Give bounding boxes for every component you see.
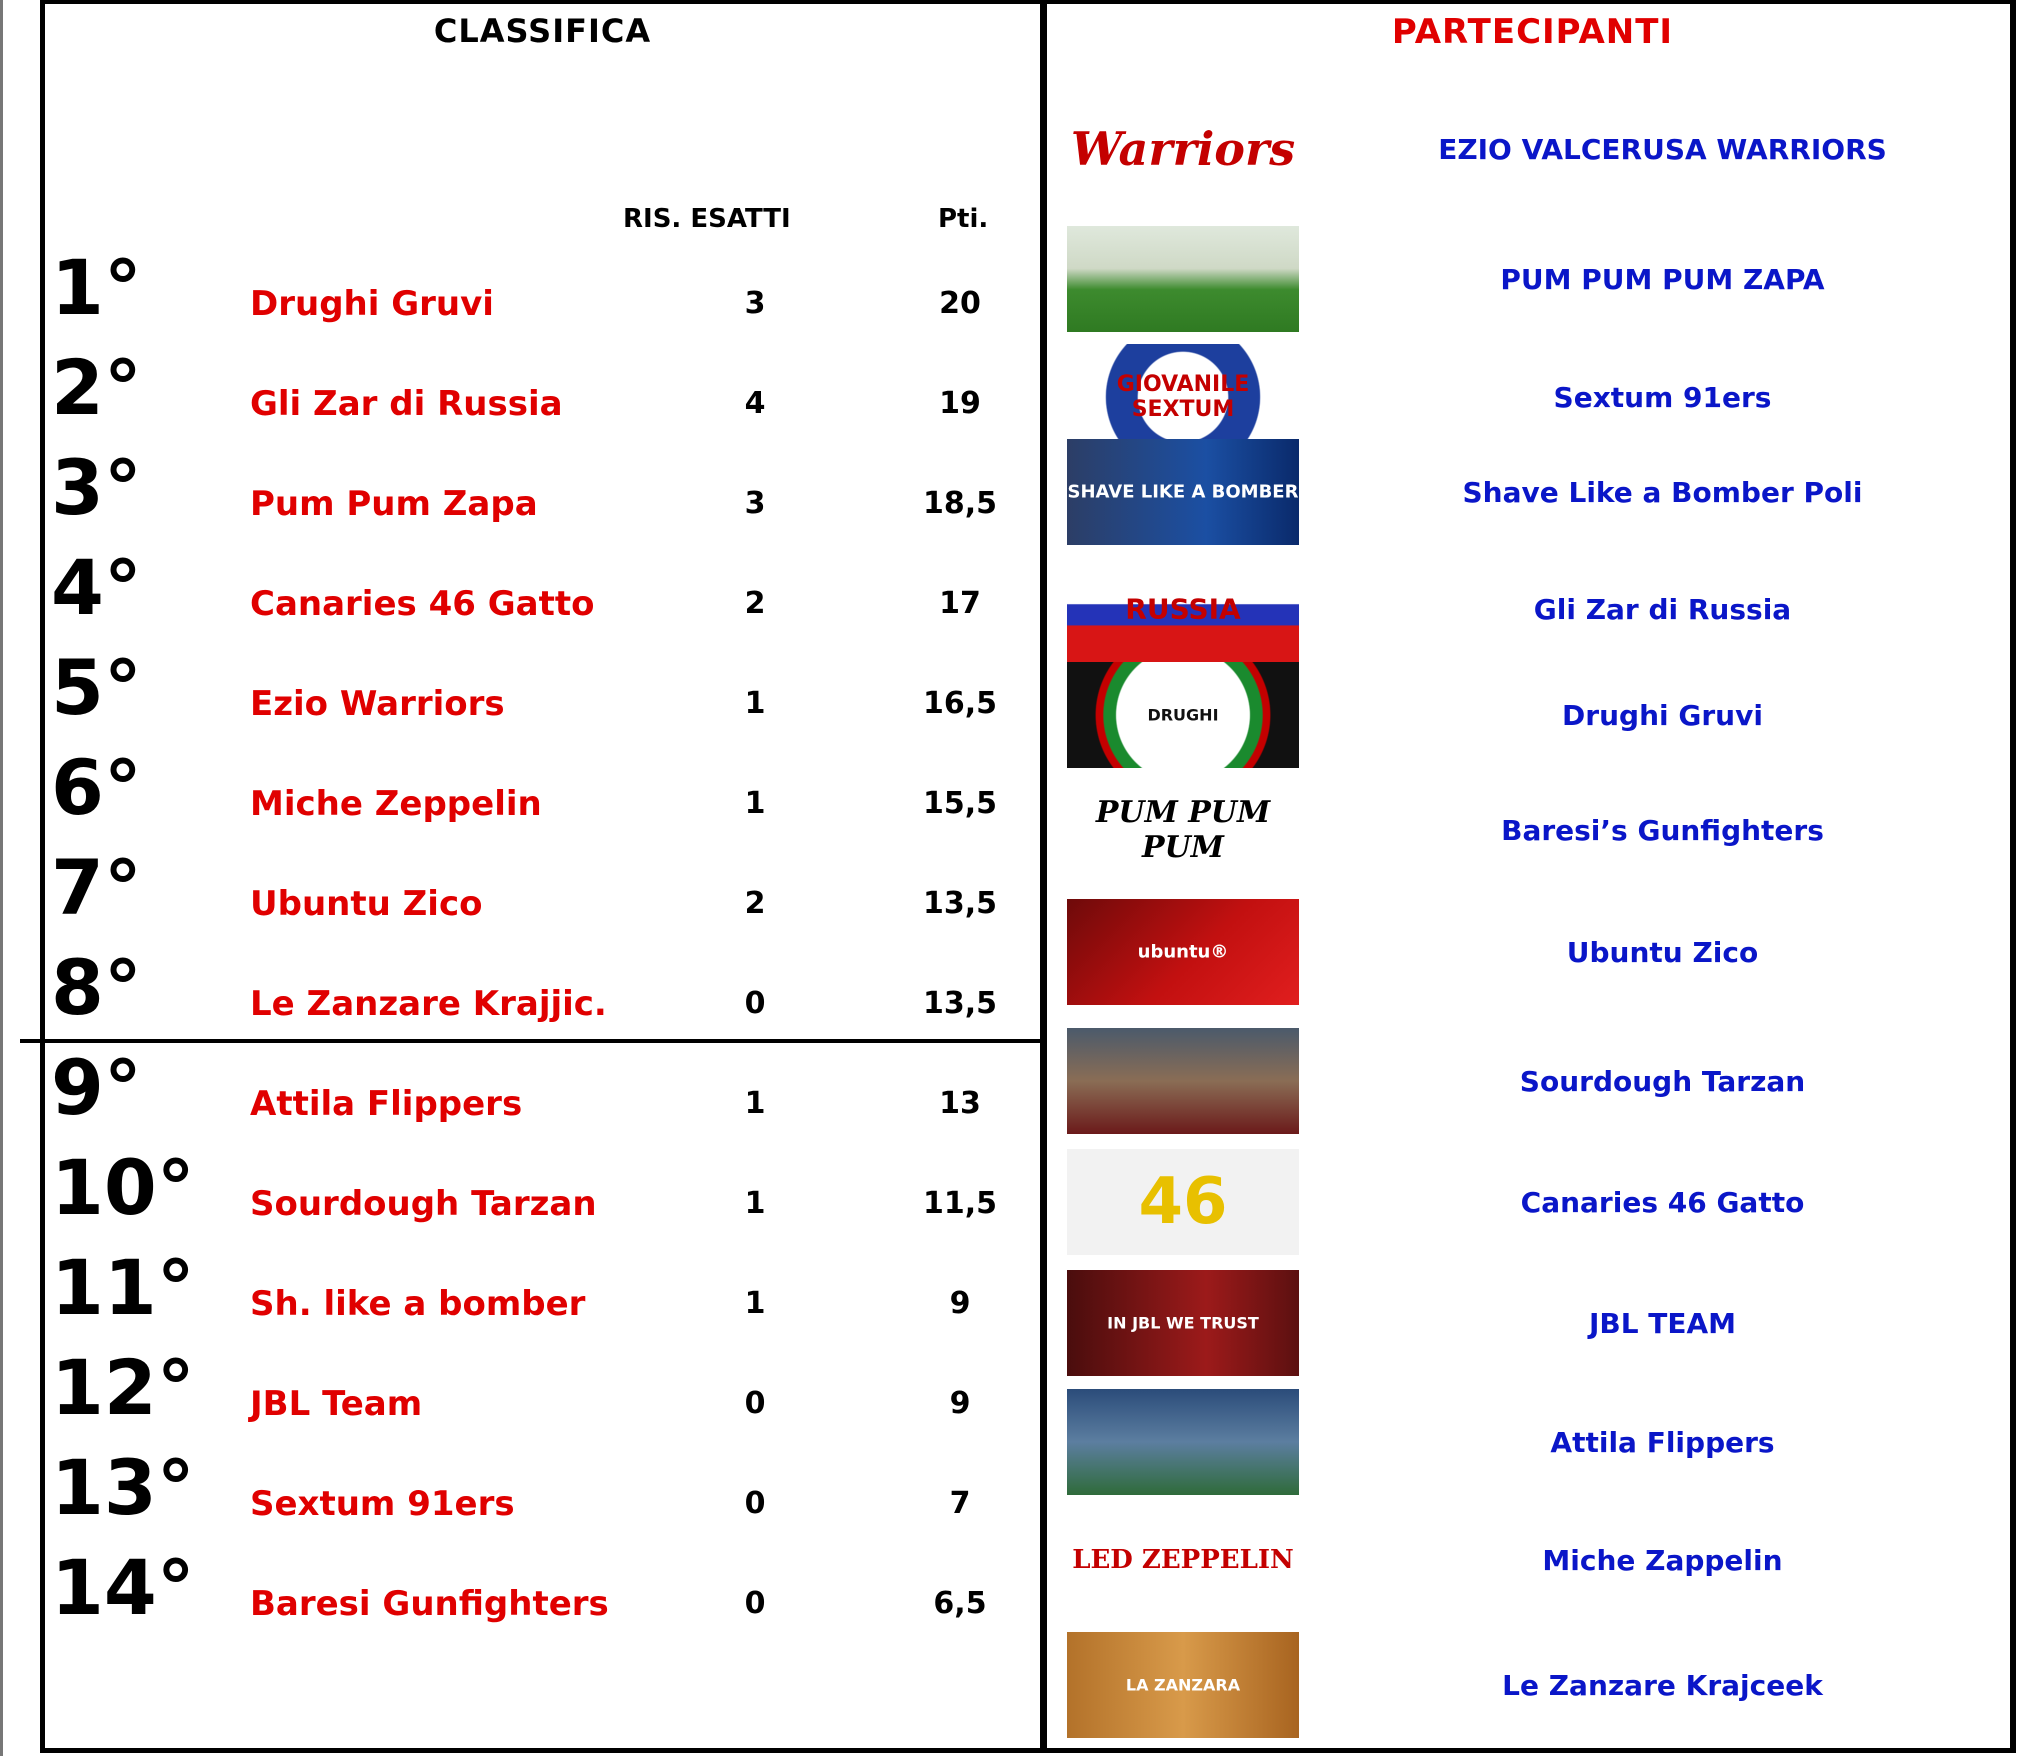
participant-name: Ubuntu Zico — [1566, 936, 1759, 969]
standings-row — [45, 944, 1040, 1044]
exact-results-header: RIS. ESATTI — [623, 204, 791, 234]
participants-title: PARTECIPANTI — [1391, 12, 1674, 52]
participant-row — [1055, 1028, 2010, 1138]
points-value: 18,5 — [922, 486, 998, 521]
team-logo-text: LA ZANZARA — [1125, 1675, 1241, 1695]
points-value: 7 — [949, 1486, 971, 1521]
position-label: 9° — [51, 1043, 142, 1132]
points-value: 20 — [939, 286, 981, 321]
team-name: Ezio Warriors — [250, 684, 505, 724]
participant-name: Shave Like a Bomber Poli — [1462, 476, 1863, 509]
participant-name: Sextum 91ers — [1553, 381, 1772, 414]
team-name: Drughi Gruvi — [250, 284, 494, 324]
standings-row — [45, 644, 1040, 744]
team-name: Baresi Gunfighters — [250, 1584, 609, 1624]
standings-row — [45, 1344, 1040, 1444]
team-logo — [1067, 96, 1299, 202]
team-logo — [1067, 1149, 1299, 1255]
standings-row — [45, 244, 1040, 344]
points-value: 15,5 — [922, 786, 998, 821]
participant-row — [1055, 777, 2010, 887]
participant-row — [1055, 1149, 2010, 1259]
participant-row — [1055, 344, 2010, 454]
team-logo — [1067, 556, 1299, 662]
standings-row — [45, 544, 1040, 644]
team-logo — [1067, 1507, 1299, 1613]
position-label: 8° — [51, 943, 142, 1032]
team-logo — [1067, 344, 1299, 450]
participant-name: PUM PUM PUM ZAPA — [1500, 263, 1825, 296]
team-name: Ubuntu Zico — [250, 884, 483, 924]
position-label: 6° — [51, 743, 142, 832]
exact-results-value: 3 — [744, 286, 766, 321]
participant-row — [1055, 1632, 2010, 1742]
points-value: 13,5 — [922, 886, 998, 921]
exact-results-value: 2 — [744, 886, 766, 921]
frame-bottom — [40, 1748, 2016, 1753]
points-value: 6,5 — [933, 1586, 987, 1621]
position-label: 1° — [51, 243, 142, 332]
standings-row — [45, 444, 1040, 544]
standings-title: CLASSIFICA — [433, 12, 652, 50]
team-name: Miche Zeppelin — [250, 784, 542, 824]
exact-results-value: 0 — [744, 986, 766, 1021]
position-label: 3° — [51, 443, 142, 532]
team-logo — [1067, 899, 1299, 1005]
standings-row — [45, 1444, 1040, 1544]
participant-row — [1055, 1507, 2010, 1617]
team-name: JBL Team — [250, 1384, 423, 1424]
position-label: 14° — [51, 1543, 195, 1632]
team-logo-text: SHAVE LIKE A BOMBER — [1067, 481, 1299, 503]
team-logo-text: IN JBL WE TRUST — [1107, 1313, 1259, 1333]
team-logo — [1067, 1389, 1299, 1495]
position-label: 2° — [51, 343, 142, 432]
team-logo — [1067, 1028, 1299, 1134]
points-value: 17 — [939, 586, 981, 621]
points-value: 9 — [949, 1286, 971, 1321]
participant-name: Miche Zappelin — [1542, 1544, 1783, 1577]
participant-row — [1055, 226, 2010, 336]
participant-name: Canaries 46 Gatto — [1520, 1186, 1805, 1219]
participant-row — [1055, 662, 2010, 772]
team-logo-text: DRUGHI — [1147, 705, 1219, 725]
team-logo-text: GIOVANILE SEXTUM — [1116, 372, 1250, 422]
participant-name: EZIO VALCERUSA WARRIORS — [1438, 133, 1887, 166]
exact-results-value: 0 — [744, 1386, 766, 1421]
participant-name: JBL TEAM — [1588, 1307, 1737, 1340]
exact-results-value: 0 — [744, 1486, 766, 1521]
standings-row — [45, 1044, 1040, 1144]
participant-row — [1055, 96, 2010, 206]
team-name: Pum Pum Zapa — [250, 484, 538, 524]
team-logo — [1067, 777, 1299, 883]
team-logo-text: ubuntu® — [1137, 941, 1229, 963]
exact-results-value: 1 — [744, 1186, 766, 1221]
participant-name: Gli Zar di Russia — [1533, 593, 1792, 626]
participant-row — [1055, 1389, 2010, 1499]
participant-row — [1055, 439, 2010, 549]
participant-name: Baresi’s Gunfighters — [1501, 814, 1824, 847]
position-label: 4° — [51, 543, 142, 632]
standings-row — [45, 744, 1040, 844]
team-logo-text: 46 — [1138, 1165, 1228, 1239]
frame-right — [2010, 0, 2016, 1752]
exact-results-value: 3 — [744, 486, 766, 521]
team-name: Sourdough Tarzan — [250, 1184, 597, 1224]
participant-row — [1055, 899, 2010, 1009]
exact-results-value: 1 — [744, 1086, 766, 1121]
exact-results-value: 1 — [744, 686, 766, 721]
position-label: 7° — [51, 843, 142, 932]
points-value: 9 — [949, 1386, 971, 1421]
participant-name: Le Zanzare Krajceek — [1502, 1669, 1823, 1702]
points-value: 16,5 — [922, 686, 998, 721]
position-label: 12° — [51, 1343, 195, 1432]
standings-panel — [45, 4, 1040, 1747]
points-value: 19 — [939, 386, 981, 421]
standings-row — [45, 1144, 1040, 1244]
position-label: 5° — [51, 643, 142, 732]
participant-name: Sourdough Tarzan — [1519, 1065, 1806, 1098]
team-logo-text: Warriors — [1070, 122, 1296, 176]
team-logo — [1067, 1632, 1299, 1738]
standings-row — [45, 1244, 1040, 1344]
points-header: Pti. — [938, 204, 989, 234]
team-logo — [1067, 1270, 1299, 1376]
team-logo-text: RUSSIA — [1125, 592, 1241, 626]
position-label: 10° — [51, 1143, 195, 1232]
frame-divider — [1040, 0, 1047, 1752]
team-name: Canaries 46 Gatto — [250, 584, 595, 624]
exact-results-value: 1 — [744, 786, 766, 821]
exact-results-value: 2 — [744, 586, 766, 621]
exact-results-value: 1 — [744, 1286, 766, 1321]
position-label: 11° — [51, 1243, 195, 1332]
participant-row — [1055, 1270, 2010, 1380]
participant-row — [1055, 556, 2010, 666]
standings-row — [45, 1544, 1040, 1644]
position-label: 13° — [51, 1443, 195, 1532]
participant-name: Attila Flippers — [1550, 1426, 1775, 1459]
team-logo — [1067, 226, 1299, 332]
team-logo-text: LED ZEPPELIN — [1072, 1545, 1294, 1575]
points-value: 13 — [939, 1086, 981, 1121]
participant-name: Drughi Gruvi — [1562, 699, 1763, 732]
exact-results-value: 4 — [744, 386, 766, 421]
team-logo — [1067, 439, 1299, 545]
points-value: 13,5 — [922, 986, 998, 1021]
team-name: Attila Flippers — [250, 1084, 523, 1124]
team-name: Gli Zar di Russia — [250, 384, 563, 424]
participants-panel — [1055, 4, 2010, 1747]
exact-results-value: 0 — [744, 1586, 766, 1621]
standings-row — [45, 344, 1040, 444]
team-name: Sh. like a bomber — [250, 1284, 586, 1324]
standings-row — [45, 844, 1040, 944]
team-logo — [1067, 662, 1299, 768]
team-name: Le Zanzare Krajjic. — [250, 984, 607, 1024]
points-value: 11,5 — [922, 1186, 998, 1221]
page-edge-left — [0, 0, 3, 1756]
team-logo-text: PUM PUM PUM — [1095, 795, 1271, 865]
team-name: Sextum 91ers — [250, 1484, 515, 1524]
